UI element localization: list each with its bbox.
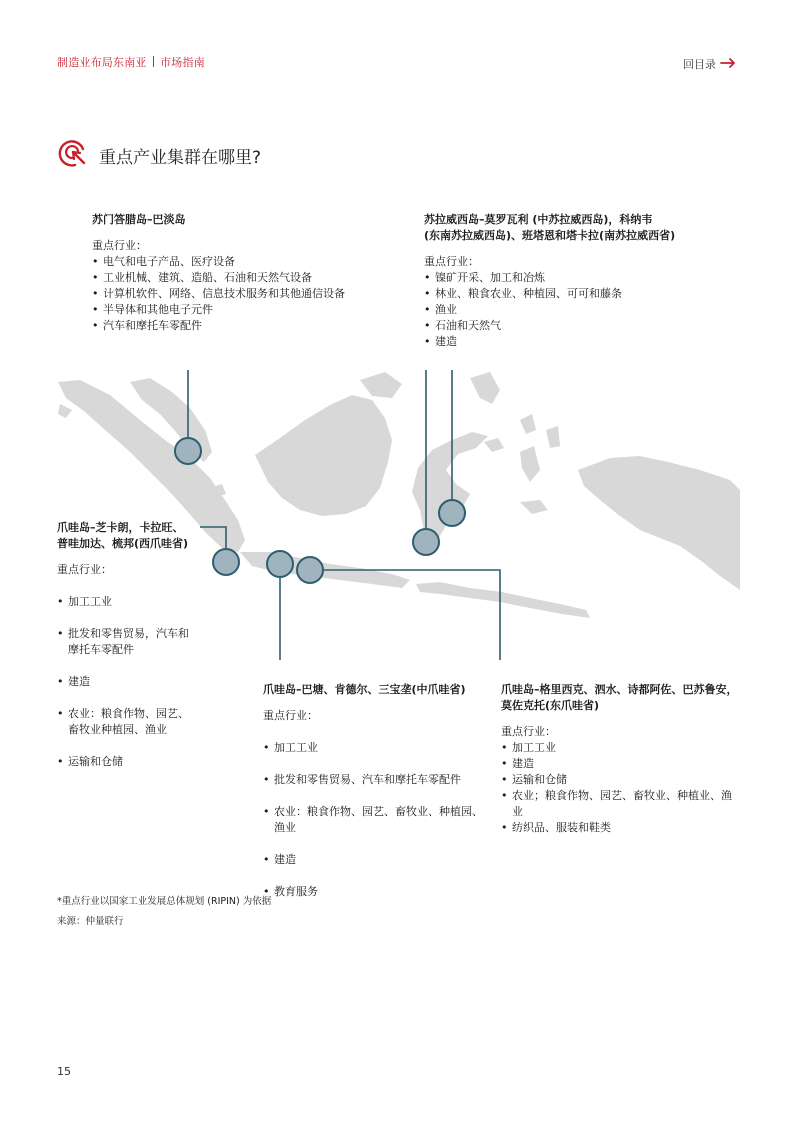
region-east-java: [501, 682, 741, 836]
list-item: • 电气和电子产品、医疗设备: [92, 254, 392, 270]
list-item: • 农业；粮食作物、园艺、畜牧业、种植业、渔业: [501, 788, 741, 820]
region-label: 重点行业：: [424, 255, 479, 268]
target-search-icon: [57, 137, 89, 173]
page-number: 15: [57, 1065, 71, 1078]
list-item: • 石油和天然气: [424, 318, 744, 334]
footnote: *重点行业以国家工业发展总体规划 (RIPIN) 为依据: [57, 896, 272, 907]
region-label: 重点行业：: [501, 725, 556, 738]
list-item: • 加工工业: [501, 740, 741, 756]
industry-list: [92, 254, 392, 334]
region-title: 苏拉威西岛–莫罗瓦利 (中苏拉威西岛)，科纳韦 (东南苏拉威西岛)、班塔恩和塔卡拉(南苏拉威西省): [424, 213, 676, 242]
list-item: • 镍矿开采、加工和冶炼: [424, 270, 744, 286]
list-item: • 建造: [263, 852, 495, 868]
list-item: • 林业、粮食农业、种植园、可可和藤条: [424, 286, 744, 302]
list-item: • 建造: [424, 334, 744, 350]
header-divider: [153, 56, 155, 67]
section-name: 市场指南: [160, 56, 205, 69]
east-java-leader-line: [324, 570, 500, 660]
map-marker-sumatra: [175, 438, 201, 464]
list-item: • 建造: [57, 674, 207, 690]
list-item: • 半导体和其他电子元件: [92, 302, 392, 318]
map-marker-sulawesi-south: [413, 529, 439, 555]
region-west-java: [57, 520, 207, 786]
list-item: • 加工工业: [57, 594, 207, 610]
list-item: • 加工工业: [263, 740, 495, 756]
industry-list: [263, 724, 495, 916]
lesser-sunda-landmass: [416, 582, 590, 618]
borneo-landmass: [255, 395, 392, 516]
list-item: • 工业机械、建筑、造船、石油和天然气设备: [92, 270, 392, 286]
region-label: 重点行业：: [92, 239, 147, 252]
map-marker-central-java: [267, 551, 293, 577]
list-item: • 农业：粮食作物、园艺、畜牧业、种植园、 渔业: [263, 804, 495, 836]
back-to-contents-label: 回目录: [683, 58, 716, 71]
page-title: 重点产业集群在哪里?: [99, 147, 262, 168]
map-marker-west-java: [213, 549, 239, 575]
list-item: • 批发和零售贸易、汽车和摩托车零配件: [263, 772, 495, 788]
list-item: • 批发和零售贸易，汽车和 摩托车零配件: [57, 626, 207, 658]
list-item: • 运输和仓储: [57, 754, 207, 770]
papua-landmass: [578, 456, 740, 590]
list-item: • 渔业: [424, 302, 744, 318]
region-label: 重点行业：: [57, 563, 112, 576]
list-item: • 计算机软件、网络、信息技术服务和其他通信设备: [92, 286, 392, 302]
industry-list: [501, 740, 741, 836]
region-title: 爪哇岛–芝卡朗，卡拉旺、 普哇加达、梳邦(西爪哇省): [57, 521, 189, 550]
list-item: • 农业：粮食作物、园艺、 畜牧业种植园、渔业: [57, 706, 207, 738]
map-marker-east-java: [297, 557, 323, 583]
region-title: 苏门答腊岛–巴淡岛: [92, 213, 186, 226]
running-header: [57, 54, 205, 70]
list-item: • 运输和仓储: [501, 772, 741, 788]
list-item: • 建造: [501, 756, 741, 772]
region-label: 重点行业：: [263, 709, 318, 722]
region-sumatra: [92, 212, 392, 334]
list-item: • 纺织品、服装和鞋类: [501, 820, 741, 836]
section-heading: [57, 137, 261, 173]
arrow-right-icon: [720, 58, 736, 71]
back-to-contents-link[interactable]: [683, 56, 736, 72]
industry-list: [57, 578, 207, 786]
region-sulawesi: [424, 212, 744, 350]
footnote-block: [57, 892, 271, 932]
region-central-java: [263, 682, 495, 916]
region-title: 爪哇岛–格里西克、泗水、诗都阿佐、巴苏鲁安， 莫佐克托(东爪哇省): [501, 683, 738, 712]
list-item: • 汽车和摩托车零配件: [92, 318, 392, 334]
industry-list: [424, 270, 744, 350]
list-item: • 教育服务: [263, 884, 495, 900]
map-marker-sulawesi-southeast: [439, 500, 465, 526]
source-note: 来源：仲量联行: [57, 916, 124, 927]
report-title: 制造业布局东南亚: [57, 56, 147, 69]
region-title: 爪哇岛–巴塘、肯德尔、三宝垄(中爪哇省): [263, 683, 466, 696]
